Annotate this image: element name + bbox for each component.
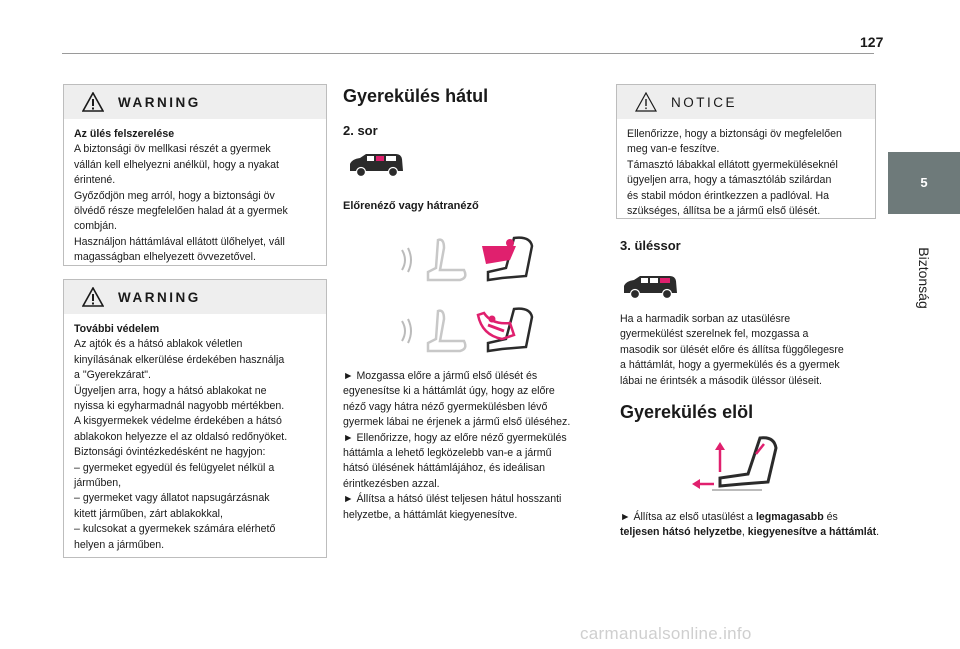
instruction-line: ► Állítsa a hátsó ülést teljesen hátul hosszanti (343, 493, 562, 506)
bullet-icon: ► (343, 431, 354, 444)
text-line: – gyermeket vagy állatot napsugárzásnak (74, 492, 270, 505)
watermark: carmanualsonline.info (580, 624, 752, 643)
instruction-line: hátsó ülésének háttámlájához, és ideálisan (343, 462, 546, 475)
child-seat-rearward-illustration (398, 305, 548, 361)
warning-header (64, 85, 326, 119)
text-line: A kisgyermekek védelme érdekében a hátsó (74, 415, 282, 428)
warning-header (64, 280, 326, 314)
row3-instructions (620, 312, 880, 389)
text-line: Használjon háttámlával ellátott ülőhelyet, váll (74, 235, 285, 248)
section-title-rear: Gyerekülés hátul (343, 86, 489, 106)
text-line: érintené. (74, 174, 116, 187)
instruction-line: háttámla a lehető legközelebb van-e a jármű (343, 447, 552, 460)
chapter-label-text: Biztonság (916, 247, 932, 309)
text-line: combján. (74, 220, 117, 233)
notice-title: NOTICE (671, 95, 738, 110)
text-line: és stabil módon érintkezzen a padlóval. Ha (627, 189, 829, 202)
child-seat-forward-illustration (398, 234, 548, 290)
text-line: A biztonsági öv mellkasi részét a gyermek (74, 143, 271, 156)
text-line: ügyeljen arra, hogy a támasztóláb szilárdan (627, 174, 832, 187)
chapter-label (888, 218, 960, 338)
text-line: gyermekülést szerelnek fel, mozgassa a (620, 328, 809, 341)
text-line: szükséges, állítsa be a jármű első ülését. (627, 205, 821, 218)
text-line: Ha a harmadik sorban az utasülésre (620, 313, 791, 325)
vehicle-row3-icon (620, 274, 680, 300)
instruction-line: érintkezésben azzal. (343, 477, 440, 490)
warning-heading: További védelem (74, 323, 160, 335)
notice-header (617, 85, 875, 119)
warning-box-seat-installation (63, 84, 327, 266)
text-line: Támasztó lábakkal ellátott gyermeküléseknél (627, 158, 838, 171)
text-line: ölvédő része megfelelően halad át a gyermek (74, 205, 288, 218)
instruction-line: néző vagy hátra néző gyermekülésben lévő (343, 400, 548, 413)
text-line: Győződjön meg arról, hogy a biztonsági öv (74, 189, 275, 202)
header-rule (62, 53, 874, 54)
text-line: járműben, (74, 477, 122, 490)
text-line: Biztonsági óvintézkedésként ne hagyjon: (74, 446, 266, 459)
instruction-line: ► Mozgassa előre a jármű első ülését és (343, 370, 538, 382)
text-line: helyen a járműben. (74, 538, 165, 551)
caution-icon (635, 92, 657, 112)
front-seat-adjustment-illustration (690, 432, 790, 502)
text-line: kitett járműben, zárt ablakokkal, (74, 507, 223, 520)
warning-box-additional-protection (63, 279, 327, 558)
text-line: magasságban elhelyezett övvezetővel. (74, 251, 256, 264)
chapter-tab[interactable]: 5 (888, 152, 960, 214)
warning-title: WARNING (118, 95, 201, 110)
bullet-icon: ► (620, 511, 631, 523)
instruction-line: ► Ellenőrizze, hogy az előre néző gyermekülés (343, 431, 567, 444)
instruction-line: helyzetbe, a háttámlát kiegyenesítve. (343, 508, 518, 521)
bullet-icon: ► (343, 493, 354, 506)
warning-body (64, 119, 326, 266)
text-line: Ellenőrizze, hogy a biztonsági öv megfelelően (627, 128, 842, 140)
text-line: nyissa ki egyharmadnál nagyobb mértékben. (74, 400, 285, 413)
vehicle-row2-icon (346, 152, 406, 178)
text-line: Ügyeljen arra, hogy a hátsó ablakokat ne (74, 384, 267, 397)
row3-heading: 3. üléssor (620, 238, 681, 253)
warning-body (64, 314, 326, 553)
text-line: masodik sor ülését előre és állítsa függőlegesre (620, 343, 844, 356)
orientation-heading: Előrenéző vagy hátranéző (343, 200, 479, 212)
front-instructions (620, 510, 880, 541)
text-line: vállán kell elhelyezni anélkül, hogy a nyakat (74, 158, 279, 171)
text-line: meg van-e feszítve. (627, 143, 720, 156)
section-title-front: Gyerekülés elöl (620, 402, 754, 422)
text-line: – gyermeket egyedül és felügyelet nélkül a (74, 461, 275, 474)
instruction-line: egyenesítse ki a háttámlát úgy, hogy az előre (343, 385, 555, 398)
text-line: lábai ne érintsék a második üléssor üléseit. (620, 374, 822, 387)
text-line: ablakokon helyezze el az oldalsó redőnyöket. (74, 430, 288, 443)
warning-heading: Az ülés felszerelése (74, 128, 175, 140)
text-line: a "Gyerekzárat". (74, 369, 151, 382)
warning-icon (82, 287, 104, 307)
notice-body (617, 119, 875, 219)
bullet-icon: ► (343, 370, 354, 382)
row2-heading: 2. sor (343, 123, 378, 138)
text-line: ► Állítsa az első utasülést a legmagasabb és teljesen hátsó helyzetbe, kiegyenesítve a háttámlát. (620, 511, 880, 539)
text-line: Az ajtók és a hátsó ablakok véletlen (74, 338, 243, 351)
notice-box (616, 84, 876, 219)
text-line: kinyílásának elkerülése érdekében használja (74, 353, 285, 366)
warning-icon (82, 92, 104, 112)
instruction-line: gyermek lábai ne érjenek a jármű első üléséhez. (343, 416, 571, 429)
text-line: – kulcsokat a gyermekek számára elérhető (74, 523, 276, 536)
rear-instructions (343, 369, 603, 523)
page-number: 127 (860, 34, 884, 50)
warning-title: WARNING (118, 290, 201, 305)
text-line: a háttámlát, hogy a gyermekülés és a gyermek (620, 359, 840, 372)
